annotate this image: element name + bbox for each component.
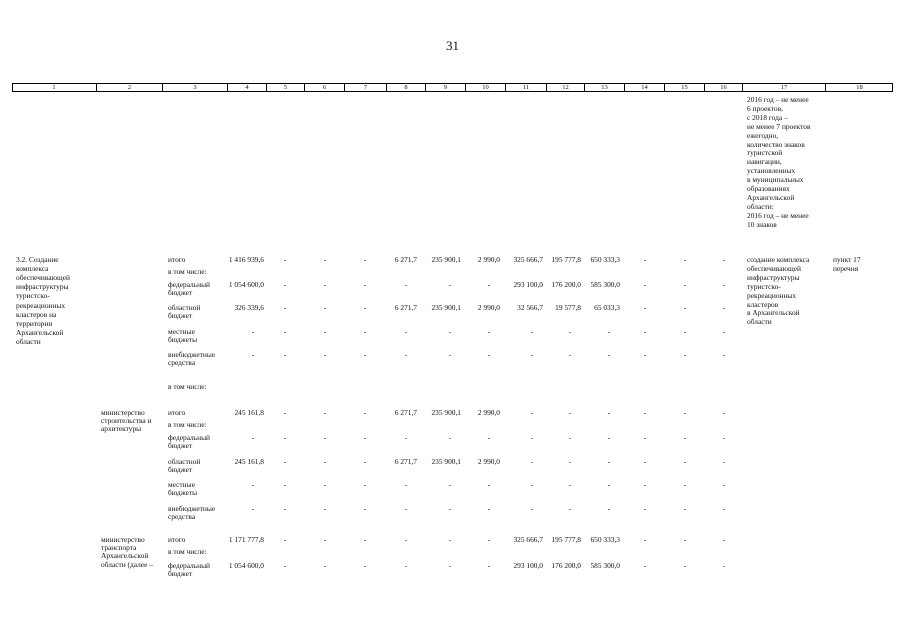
measure-name-line: территории xyxy=(16,318,53,328)
value-cell: - xyxy=(530,480,534,489)
value-cell: - xyxy=(363,504,367,513)
value-cell: - xyxy=(683,535,687,544)
value-cell: - xyxy=(404,327,408,336)
value-cell: - xyxy=(722,480,726,489)
value-cell: 2 990,0 xyxy=(477,255,500,264)
value-cell: 2 990,0 xyxy=(477,457,500,466)
value-cell: - xyxy=(448,535,452,544)
value-cell: - xyxy=(363,408,367,417)
value-cell: 585 300,0 xyxy=(590,280,620,289)
measure-result-line: туристско- xyxy=(747,281,781,291)
measure-result-line: инфраструктуры xyxy=(747,272,800,282)
funding-source: областной бюджет xyxy=(168,457,201,475)
value-cell: - xyxy=(487,433,491,442)
funding-source: в том числе: xyxy=(168,547,207,556)
value-cell: - xyxy=(487,350,491,359)
value-cell: 65 033,3 xyxy=(594,303,620,312)
column-header-15: 15 xyxy=(665,84,705,91)
funding-source: итого xyxy=(168,535,186,544)
measure-name-line: области xyxy=(16,336,41,346)
value-cell: - xyxy=(448,480,452,489)
value-cell: - xyxy=(251,327,255,336)
column-header-13: 13 xyxy=(585,84,625,91)
value-cell: - xyxy=(283,280,287,289)
value-cell: - xyxy=(363,280,367,289)
value-cell: - xyxy=(530,327,534,336)
value-cell: 293 100,0 xyxy=(513,280,543,289)
executor-name: министерство транспорта Архангельской области (далее – xyxy=(101,535,153,569)
value-cell: 325 666,7 xyxy=(513,535,543,544)
value-cell: - xyxy=(283,457,287,466)
value-cell: - xyxy=(722,433,726,442)
measure-result-line: в Архангельской xyxy=(747,308,800,318)
value-cell: - xyxy=(643,433,647,442)
value-cell: - xyxy=(283,408,287,417)
value-cell: - xyxy=(251,350,255,359)
value-cell: - xyxy=(448,504,452,513)
result-note-line: образованиях xyxy=(747,184,790,193)
value-cell: 2 990,0 xyxy=(477,303,500,312)
value-cell: - xyxy=(487,561,491,570)
column-header-12: 12 xyxy=(547,84,585,91)
value-cell: 6 271,7 xyxy=(394,457,417,466)
value-cell: - xyxy=(722,327,726,336)
value-cell: - xyxy=(683,480,687,489)
value-cell: - xyxy=(448,280,452,289)
value-cell: 1 054 600,0 xyxy=(228,561,264,570)
column-header-8: 8 xyxy=(387,84,426,91)
value-cell: - xyxy=(283,480,287,489)
value-cell: - xyxy=(487,480,491,489)
value-cell: - xyxy=(683,280,687,289)
result-note-line: 6 проектов, xyxy=(747,103,783,113)
value-cell: - xyxy=(404,480,408,489)
table-header-row xyxy=(12,83,893,92)
value-cell: - xyxy=(722,255,726,264)
value-cell: - xyxy=(323,303,327,312)
value-cell: - xyxy=(683,303,687,312)
funding-source: федеральный бюджет xyxy=(168,561,210,579)
result-note-line: 2016 год – не менее xyxy=(747,210,809,220)
value-cell: 195 777,8 xyxy=(551,535,581,544)
value-cell: - xyxy=(363,480,367,489)
measure-name-line: обеспечивающей xyxy=(16,273,70,283)
value-cell: - xyxy=(323,433,327,442)
value-cell: - xyxy=(568,433,572,442)
value-cell: - xyxy=(448,433,452,442)
value-cell: - xyxy=(607,504,611,513)
measure-result-line: рекреационных xyxy=(747,290,797,300)
value-cell: - xyxy=(487,535,491,544)
value-cell: - xyxy=(363,535,367,544)
value-cell: - xyxy=(283,433,287,442)
measure-name-line: кластеров на xyxy=(16,309,57,319)
value-cell: 32 566,7 xyxy=(517,303,543,312)
measure-result-line: создание комплекса xyxy=(747,255,810,264)
funding-source: федеральный бюджет xyxy=(168,433,210,451)
value-cell: - xyxy=(283,535,287,544)
value-cell: - xyxy=(363,350,367,359)
measure-name-line: Архангельской xyxy=(16,327,64,337)
value-cell: - xyxy=(722,303,726,312)
result-note-line: ежегодно, xyxy=(747,130,779,140)
value-cell: - xyxy=(283,303,287,312)
value-cell: - xyxy=(607,408,611,417)
value-cell: 19 577,8 xyxy=(555,303,581,312)
column-header-2: 2 xyxy=(97,84,163,91)
value-cell: - xyxy=(323,327,327,336)
measure-name-line: туристско- xyxy=(16,291,50,301)
value-cell: - xyxy=(363,303,367,312)
value-cell: 650 333,3 xyxy=(590,255,620,264)
result-note-line: туристской xyxy=(747,148,783,158)
value-cell: - xyxy=(722,504,726,513)
value-cell: 176 200,0 xyxy=(551,280,581,289)
value-cell: - xyxy=(283,504,287,513)
value-cell: - xyxy=(530,504,534,513)
value-cell: - xyxy=(568,504,572,513)
value-cell: 1 054 600,0 xyxy=(228,280,264,289)
value-cell: - xyxy=(568,408,572,417)
value-cell: - xyxy=(323,480,327,489)
value-cell: 293 100,0 xyxy=(513,561,543,570)
page-number: 31 xyxy=(446,38,459,53)
value-cell: 325 666,7 xyxy=(513,255,543,264)
result-note-line: 2016 год – не менее xyxy=(747,95,809,104)
value-cell: 1 171 777,8 xyxy=(228,535,264,544)
value-cell: 176 200,0 xyxy=(551,561,581,570)
value-cell: 245 161,8 xyxy=(234,457,264,466)
funding-source: в том числе: xyxy=(168,382,207,391)
value-cell: - xyxy=(643,303,647,312)
value-cell: 235 900,1 xyxy=(431,457,461,466)
value-cell: - xyxy=(607,350,611,359)
executor-name: министерство строительства и архитектуры xyxy=(101,408,152,434)
value-cell: - xyxy=(404,433,408,442)
value-cell: - xyxy=(404,504,408,513)
value-cell: - xyxy=(363,561,367,570)
value-cell: - xyxy=(323,457,327,466)
value-cell: 6 271,7 xyxy=(394,303,417,312)
measure-name-line: комплекса xyxy=(16,264,49,274)
column-header-18: 18 xyxy=(856,84,863,91)
funding-source: областной бюджет xyxy=(168,303,201,321)
measure-result-line: кластеров xyxy=(747,299,779,309)
value-cell: 235 900,1 xyxy=(431,255,461,264)
value-cell: - xyxy=(643,255,647,264)
value-cell: - xyxy=(722,408,726,417)
column-header-6: 6 xyxy=(305,84,345,91)
value-cell: - xyxy=(607,457,611,466)
value-cell: - xyxy=(683,457,687,466)
funding-source: внебюджетные средства xyxy=(168,350,216,368)
value-cell: - xyxy=(643,408,647,417)
value-cell: - xyxy=(722,350,726,359)
value-cell: - xyxy=(487,327,491,336)
value-cell: - xyxy=(683,433,687,442)
value-cell: - xyxy=(643,504,647,513)
result-note-line: с 2018 года – xyxy=(747,112,788,122)
result-note-line: в муниципальных xyxy=(747,175,804,185)
value-cell: 235 900,1 xyxy=(431,303,461,312)
column-header-7: 7 xyxy=(345,84,387,91)
value-cell: - xyxy=(683,327,687,336)
value-cell: - xyxy=(643,480,647,489)
value-cell: 195 777,8 xyxy=(551,255,581,264)
value-cell: 1 416 939,6 xyxy=(228,255,264,264)
column-header-1: 1 xyxy=(12,84,97,91)
value-cell: - xyxy=(683,350,687,359)
column-header-3: 3 xyxy=(163,84,228,91)
funding-source: итого xyxy=(168,255,186,264)
value-cell: - xyxy=(683,561,687,570)
funding-source: в том числе: xyxy=(168,267,207,276)
value-cell: - xyxy=(683,255,687,264)
value-cell: - xyxy=(404,350,408,359)
result-note-line: Архангельской xyxy=(747,192,795,202)
value-cell: - xyxy=(722,561,726,570)
value-cell: - xyxy=(283,255,287,264)
value-cell: 2 990,0 xyxy=(477,408,500,417)
funding-source: местные бюджеты xyxy=(168,327,198,345)
result-note-line: навигации, xyxy=(747,157,782,167)
value-cell: - xyxy=(607,433,611,442)
funding-source: федеральный бюджет xyxy=(168,280,210,298)
value-cell: - xyxy=(643,561,647,570)
column-header-9: 9 xyxy=(426,84,466,91)
value-cell: - xyxy=(643,350,647,359)
value-cell: - xyxy=(607,480,611,489)
value-cell: - xyxy=(323,280,327,289)
value-cell: - xyxy=(568,480,572,489)
value-cell: - xyxy=(683,408,687,417)
value-cell: - xyxy=(404,535,408,544)
value-cell: - xyxy=(530,433,534,442)
measure-reference-line: перечня xyxy=(833,263,859,273)
value-cell: - xyxy=(323,255,327,264)
column-header-16: 16 xyxy=(705,84,743,91)
value-cell: - xyxy=(722,280,726,289)
value-cell: - xyxy=(530,350,534,359)
value-cell: - xyxy=(643,327,647,336)
value-cell: 245 161,8 xyxy=(234,408,264,417)
value-cell: - xyxy=(568,457,572,466)
value-cell: - xyxy=(323,535,327,544)
value-cell: - xyxy=(363,327,367,336)
measure-name-line: рекреационных xyxy=(16,300,66,310)
value-cell: - xyxy=(323,408,327,417)
funding-source: в том числе: xyxy=(168,420,207,429)
value-cell: - xyxy=(722,457,726,466)
value-cell: 326 339,6 xyxy=(234,303,264,312)
value-cell: - xyxy=(283,350,287,359)
value-cell: 6 271,7 xyxy=(394,255,417,264)
value-cell: - xyxy=(251,480,255,489)
value-cell: - xyxy=(363,433,367,442)
result-note-line: количество знаков xyxy=(747,139,805,149)
column-header-4: 4 xyxy=(228,84,267,91)
value-cell: - xyxy=(363,255,367,264)
value-cell: 585 300,0 xyxy=(590,561,620,570)
value-cell: - xyxy=(487,280,491,289)
measure-name-line: инфраструктуры xyxy=(16,282,69,292)
value-cell: - xyxy=(323,561,327,570)
measure-result-line: обеспечивающей xyxy=(747,263,801,273)
funding-source: местные бюджеты xyxy=(168,480,198,498)
column-header-5: 5 xyxy=(267,84,305,91)
value-cell: - xyxy=(251,433,255,442)
value-cell: - xyxy=(643,535,647,544)
value-cell: 6 271,7 xyxy=(394,408,417,417)
funding-source: внебюджетные средства xyxy=(168,504,216,522)
value-cell: - xyxy=(323,350,327,359)
measure-result-line: области xyxy=(747,317,772,327)
value-cell: - xyxy=(568,327,572,336)
value-cell: - xyxy=(487,504,491,513)
value-cell: 235 900,1 xyxy=(431,408,461,417)
column-header-11: 11 xyxy=(506,84,547,91)
value-cell: - xyxy=(323,504,327,513)
value-cell: 650 333,3 xyxy=(590,535,620,544)
value-cell: - xyxy=(448,350,452,359)
measure-name-line: 3.2. Создание xyxy=(16,255,59,264)
value-cell: - xyxy=(643,280,647,289)
funding-source: итого xyxy=(168,408,186,417)
value-cell: - xyxy=(283,561,287,570)
value-cell: - xyxy=(363,457,367,466)
value-cell: - xyxy=(404,561,408,570)
value-cell: - xyxy=(607,327,611,336)
measure-reference-line: пункт 17 xyxy=(833,255,861,264)
value-cell: - xyxy=(722,535,726,544)
column-header-17: 17 xyxy=(743,84,826,91)
result-note-line: установленных xyxy=(747,166,796,176)
result-note-line: области: xyxy=(747,201,774,211)
value-cell: - xyxy=(568,350,572,359)
result-note-line: 10 знаков xyxy=(747,219,777,229)
value-cell: - xyxy=(643,457,647,466)
value-cell: - xyxy=(448,561,452,570)
result-note-line: не менее 7 проектов xyxy=(747,121,811,131)
value-cell: - xyxy=(530,408,534,417)
value-cell: - xyxy=(448,327,452,336)
column-header-14: 14 xyxy=(625,84,665,91)
column-header-10: 10 xyxy=(466,84,506,91)
value-cell: - xyxy=(283,327,287,336)
value-cell: - xyxy=(530,457,534,466)
value-cell: - xyxy=(251,504,255,513)
value-cell: - xyxy=(683,504,687,513)
value-cell: - xyxy=(404,280,408,289)
